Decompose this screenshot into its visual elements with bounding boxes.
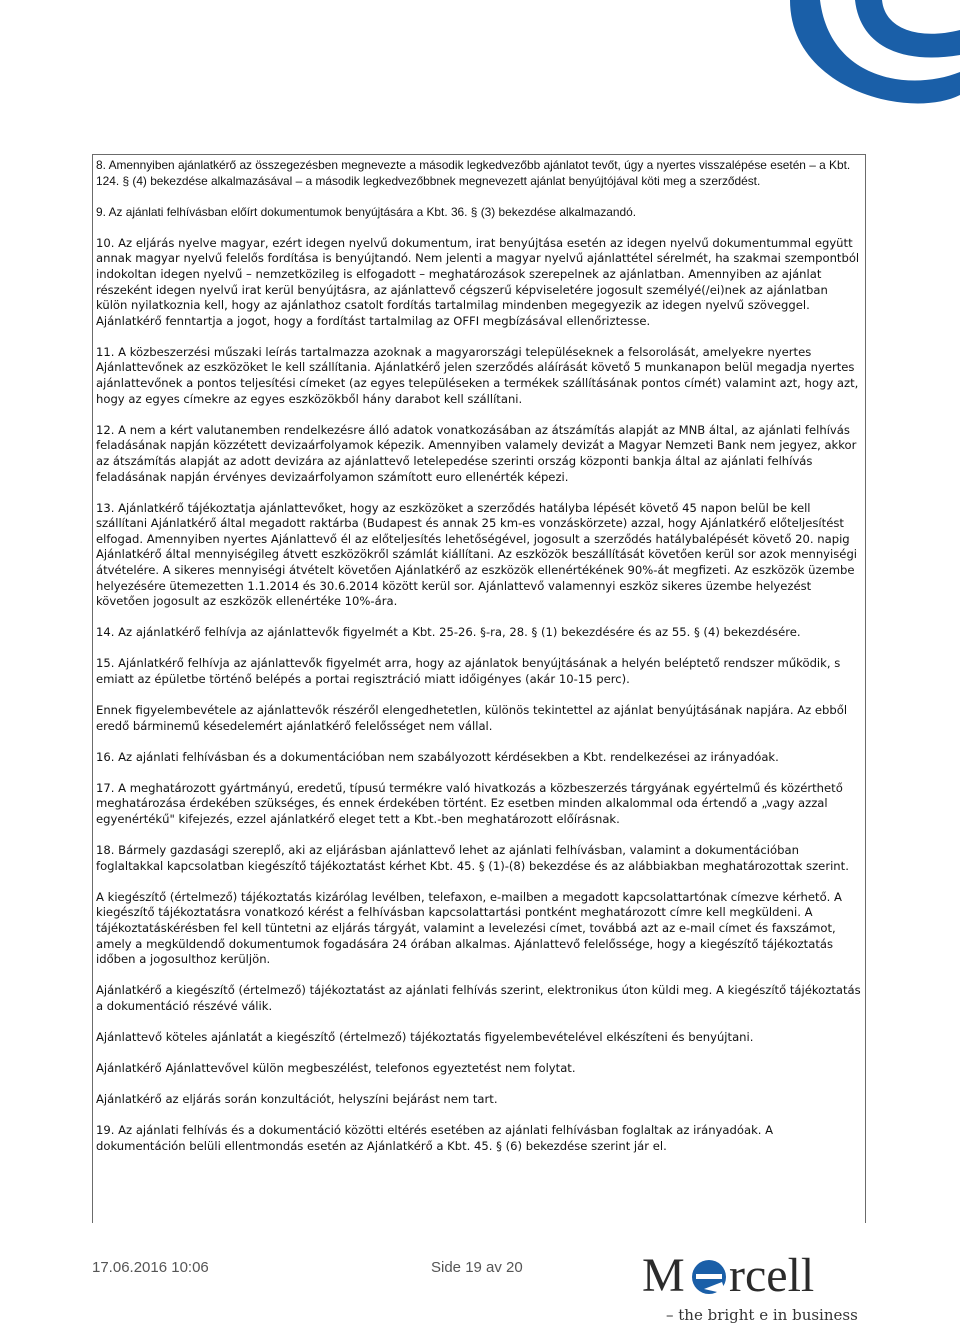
- brand-logo: [642, 1249, 872, 1299]
- paragraph-14: 14. Az ajánlatkérő felhívja az ajánlattevők figyelmét a Kbt. 25-26. §-ra, 28. § (1) bekezdésére és az 55. § (4) bekezdésére.: [96, 625, 801, 640]
- paragraph-18-no-consultation: Ajánlatkérő az eljárás során konzultációt, helyszíni bejárást nem tart.: [96, 1092, 498, 1107]
- footer-page-number: Side 19 av 20: [431, 1259, 523, 1276]
- paragraph-18: 18. Bármely gazdasági szereplő, aki az eljárásban ajánlattevő lehet az ajánlati felhívásban, valamint a dokumentációban foglaltakkal kapcsolatban kiegészítő tájékoztatást kérhet Kbt. 45. § (1)-(8) bekezdése és az alábbiakban meghatározottak szerint.: [96, 843, 849, 873]
- paragraph-18-obligation: Ajánlattevő köteles ajánlatát a kiegészítő (értelmező) tájékoztatás figyelembevételével elkészíteni és benyújtani.: [96, 1029, 754, 1044]
- paragraph-18-request: A kiegészítő (értelmező) tájékoztatás kizárólag levélben, telefaxon, e-mailben a megadott kapcsolattartónak címezve kérhető. A kiegészítő tájékoztatásra vonatkozó kérést a felhívásban kapcsolattartási pontként meghatározott címre kell megküldeni. A tájékoztatáskérésben fel kell tüntetni az eljárás tárgyát, valamint a levelezési címet, továbbá azt az e-mail címet és faxszámot, amely a megküldendő dokumentumok fogadására 24 órában alkalmas. Ajánlattevő felelőssége, hogy a kiegészítő tájékoztatás időben a jogosulthoz kerüljön.: [96, 889, 842, 967]
- paragraph-15: 15. Ajánlatkérő felhívja az ajánlattevők figyelmét arra, hogy az ajánlatok benyújtásának a helyén beléptető rendszer működik, s emiatt az épületbe történő belépés a portai regisztráció miatt időigényes (akár 10-15 perc).: [96, 656, 841, 686]
- paragraph-15-note: Ennek figyelembevétele az ajánlattevők részéről elengedhetetlen, különös tekintettel az ajánlat benyújtásának napjára. Az ebből eredő bárminemű késedelemért ajánlatkérő felelősséget nem vállal.: [96, 703, 848, 733]
- document-body: [96, 158, 862, 1170]
- paragraph-17: 17. A meghatározott gyártmányú, eredetű, típusú termékre való hivatkozás a közbeszerzés tárgyának egyértelmű és közérthető meghatározása érdekében szükséges, és ennek érdekében történt. Ez esetben minden alkalommal oda értendő a „vagy azzal egyenértékű" kifejezés, ezzel ajánlatkérő eleget tett a Kbt.-ben meghatározott előírásnak.: [96, 780, 843, 826]
- paragraph-18-electronic: Ajánlatkérő a kiegészítő (értelmező) tájékoztatást az ajánlati felhívás szerint, elektronikus úton küldi meg. A kiegészítő tájékoztatás a dokumentáció részévé válik.: [96, 983, 861, 1013]
- brand-tagline: – the bright e in business: [666, 1306, 858, 1324]
- page-footer: [92, 1249, 864, 1329]
- brand-e-icon: [692, 1260, 726, 1294]
- brand-prefix: M: [642, 1249, 685, 1299]
- paragraph-13: 13. Ajánlatkérő tájékoztatja ajánlattevőket, hogy az eszközöket a szerződés hatályba lépését követő 45 napon belül be kell szállítani Ajánlatkérő által megadott raktárba (Budapest és annak 25 km-es vonzáskörzete) azzal, hogy Ajánlatkérő előteljesítést elfogad. Amennyiben nyertes Ajánlattevő él az előteljesítés lehetőségével, jogosult a szerződés hatálybalépését követő 20. napig Ajánlatkérő által mennyiségileg átvett eszközökről számlát kiállítani. Az eszközök beszállítását követően kerül sor azok mennyiségi átvételére. A sikeres mennyiségi átvételt követően Ajánlatkérő az eszközök ellenértékének 90%-át megfizeti. Az eszközök üzembe helyezésére ütemezetten 1.1.2014 és 30.6.2014 között kerül sor. Ajánlattevő valamennyi eszköz sikeres üzembe helyezést követően jogosult az eszközök ellenértéke 10%-ára.: [96, 500, 858, 609]
- paragraph-9: 9. Az ajánlati felhívásban előírt dokumentumok benyújtására a Kbt. 36. § (3) bekezdése alkalmazandó.: [96, 204, 637, 219]
- paragraph-19: 19. Az ajánlati felhívás és a dokumentáció közötti eltérés esetében az ajánlati felhívásban foglaltak az irányadóak. A dokumentáción belüli ellentmondás esetén az Ajánlatkérő a Kbt. 45. § (6) bekezdése szerint jár el.: [96, 1123, 774, 1153]
- paragraph-11: 11. A közbeszerzési műszaki leírás tartalmazza azoknak a magyarországi településeknek a felsorolását, amelyekre nyertes Ajánlattevőnek az eszközöket le kell szállítania. Ajánlatkérő jelen szerződés aláírását követő 5 munkanapon belül megadja nyertes ajánlattevőnek a pontos teljesítési címeket (az egyes településeken a termékek szállításának pontos címét) valamint azt, hogy azt, hogy az egyes címekre az egyes eszközökből hány darabot kell szállítani.: [96, 344, 859, 406]
- brand-suffix: rcell: [729, 1249, 815, 1299]
- paragraph-8: 8. Amennyiben ajánlatkérő az összegezésben megnevezte a második legkedvezőbb ajánlatot tevőt, úgy a nyertes visszalépése esetén – a Kbt. 124. § (4) bekezdése alkalmazásával – a második legkedvezőbbnek megnevezett ajánlat benyújtójával köti meg a szerződést.: [96, 158, 851, 188]
- logo-arc-icon: [760, 0, 960, 120]
- paragraph-18-no-meeting: Ajánlatkérő Ajánlattevővel külön megbeszélést, telefonos egyeztetést nem folytat.: [96, 1061, 576, 1076]
- paragraph-10: 10. Az eljárás nyelve magyar, ezért idegen nyelvű dokumentum, irat benyújtása esetén az idegen nyelvű dokumentummal együtt annak magyar nyelvű felelős fordítása is benyújtandó. Nem jelenti a magyar nyelvű ajánlattétel sérelmét, ha szakmai szempontból indokoltan idegen nyelvű – nemzetközileg is elfogadott – meghatározások szerepelnek az ajánlatban. Amennyiben az ajánlat részeként idegen nyelvű irat kerül benyújtásra, az ajánlattevő cégszerű képviseletére jogosult személyé(/ei)nek az ajánlatban külön nyilatkoznia kell, hogy az ajánlathoz csatolt fordítás tartalmilag mindenben megegyezik az idegen nyelvű szöveggel. Ajánlatkérő fenntartja a jogot, hogy a fordítást tartalmilag az OFFI megbízásával ellenőriztesse.: [96, 235, 860, 328]
- paragraph-12: 12. A nem a kért valutanemben rendelkezésre álló adatok vonatkozásában az átszámítás alapját az MNB által, az ajánlati felhívás feladásának napján közzétett devizaárfolyamok képezik. Amennyiben valamely devizát a Magyar Nemzeti Bank nem jegyez, akkor az átszámítás alapját az adott devizára az ajánlattevő letelepedése szerinti ország központi bankja által az ajánlati felhívás feladásának napján érvényes devizaárfolyamon számított euro ellenérték képezi.: [96, 422, 857, 484]
- footer-date: 17.06.2016 10:06: [92, 1259, 209, 1276]
- paragraph-16: 16. Az ajánlati felhívásban és a dokumentációban nem szabályozott kérdésekben a Kbt. rendelkezései az irányadóak.: [96, 749, 779, 764]
